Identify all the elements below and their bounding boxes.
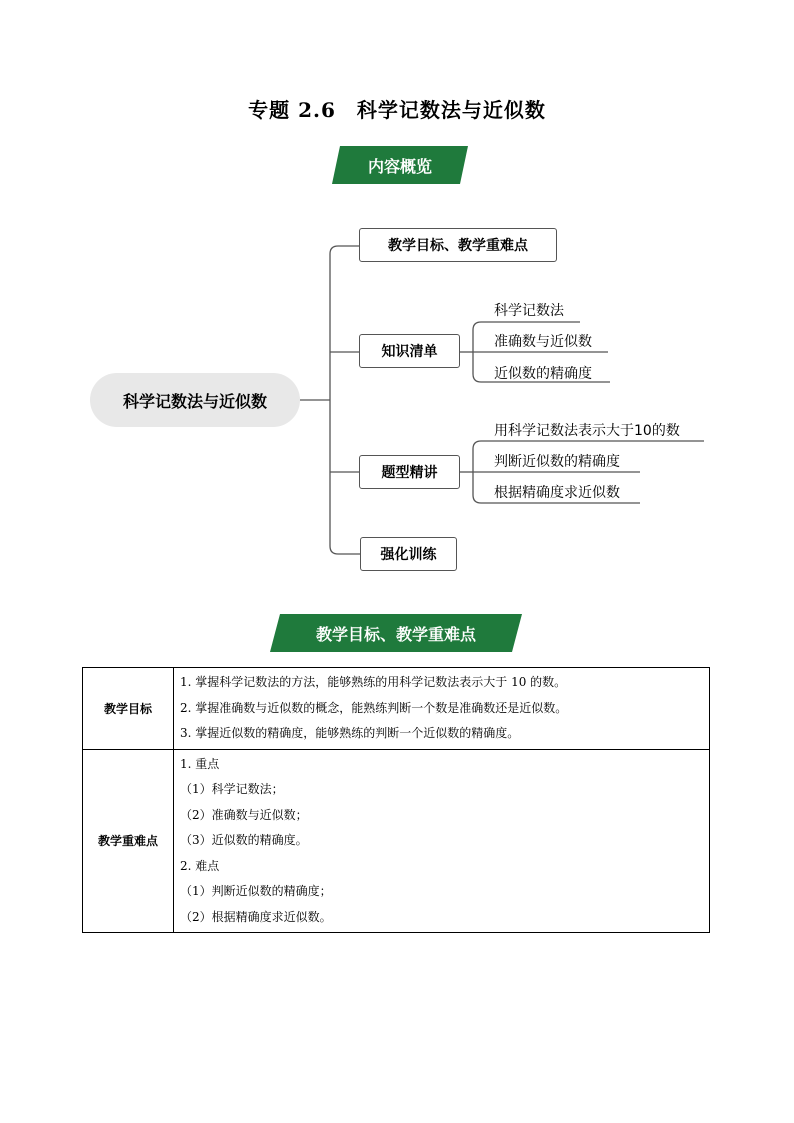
page-title: 专题 2.6 科学记数法与近似数 — [248, 98, 546, 122]
branch-training: 强化训练 — [360, 537, 457, 571]
keypoint-item: （2）根据精确度求近似数。 — [180, 909, 332, 924]
mindmap-root: 科学记数法与近似数 — [90, 373, 300, 427]
keypoint-item: （1）科学记数法； — [180, 782, 284, 796]
table-row — [83, 749, 710, 933]
goals-banner-label: 教学目标、教学重难点 — [315, 624, 476, 644]
leaf-judge-precision: 判断近似数的精确度 — [494, 454, 620, 470]
goals-label: 教学目标 — [83, 668, 174, 750]
keypoint-item: （3）近似数的精确度。 — [180, 833, 308, 847]
goals-table — [82, 667, 710, 933]
leaf-find-approx: 根据精确度求近似数 — [494, 485, 620, 501]
keypoints-label: 教学重难点 — [83, 749, 174, 933]
goals-banner — [270, 614, 522, 652]
leaf-notation-large: 用科学记数法表示大于10的数 — [494, 423, 680, 439]
goal-item: 3. 掌握近似数的精确度，能够熟练的判断一个近似数的精确度。 — [180, 726, 520, 740]
goal-item: 2. 掌握准确数与近似数的概念，能熟练判断一个数是准确数还是近似数。 — [180, 700, 568, 715]
overview-banner-label: 内容概览 — [367, 156, 432, 176]
keypoint-item: 2. 难点 — [180, 858, 220, 873]
keypoint-item: 1. 重点 — [180, 756, 220, 771]
table-row — [83, 668, 710, 750]
leaf-precision: 近似数的精确度 — [494, 366, 592, 382]
branch-question-types: 题型精讲 — [359, 455, 460, 489]
keypoint-item: （2）准确数与近似数； — [180, 807, 308, 822]
goals-content — [174, 668, 710, 750]
leaf-scientific-notation: 科学记数法 — [494, 303, 564, 319]
branch-goals: 教学目标、教学重难点 — [359, 228, 557, 262]
goal-item: 1. 掌握科学记数法的方法，能够熟练的用科学记数法表示大于 10 的数。 — [180, 675, 567, 689]
keypoint-item: （1）判断近似数的精确度； — [180, 884, 332, 898]
leaf-exact-approx: 准确数与近似数 — [494, 334, 592, 350]
keypoints-content — [174, 749, 710, 933]
branch-knowledge: 知识清单 — [359, 334, 460, 368]
